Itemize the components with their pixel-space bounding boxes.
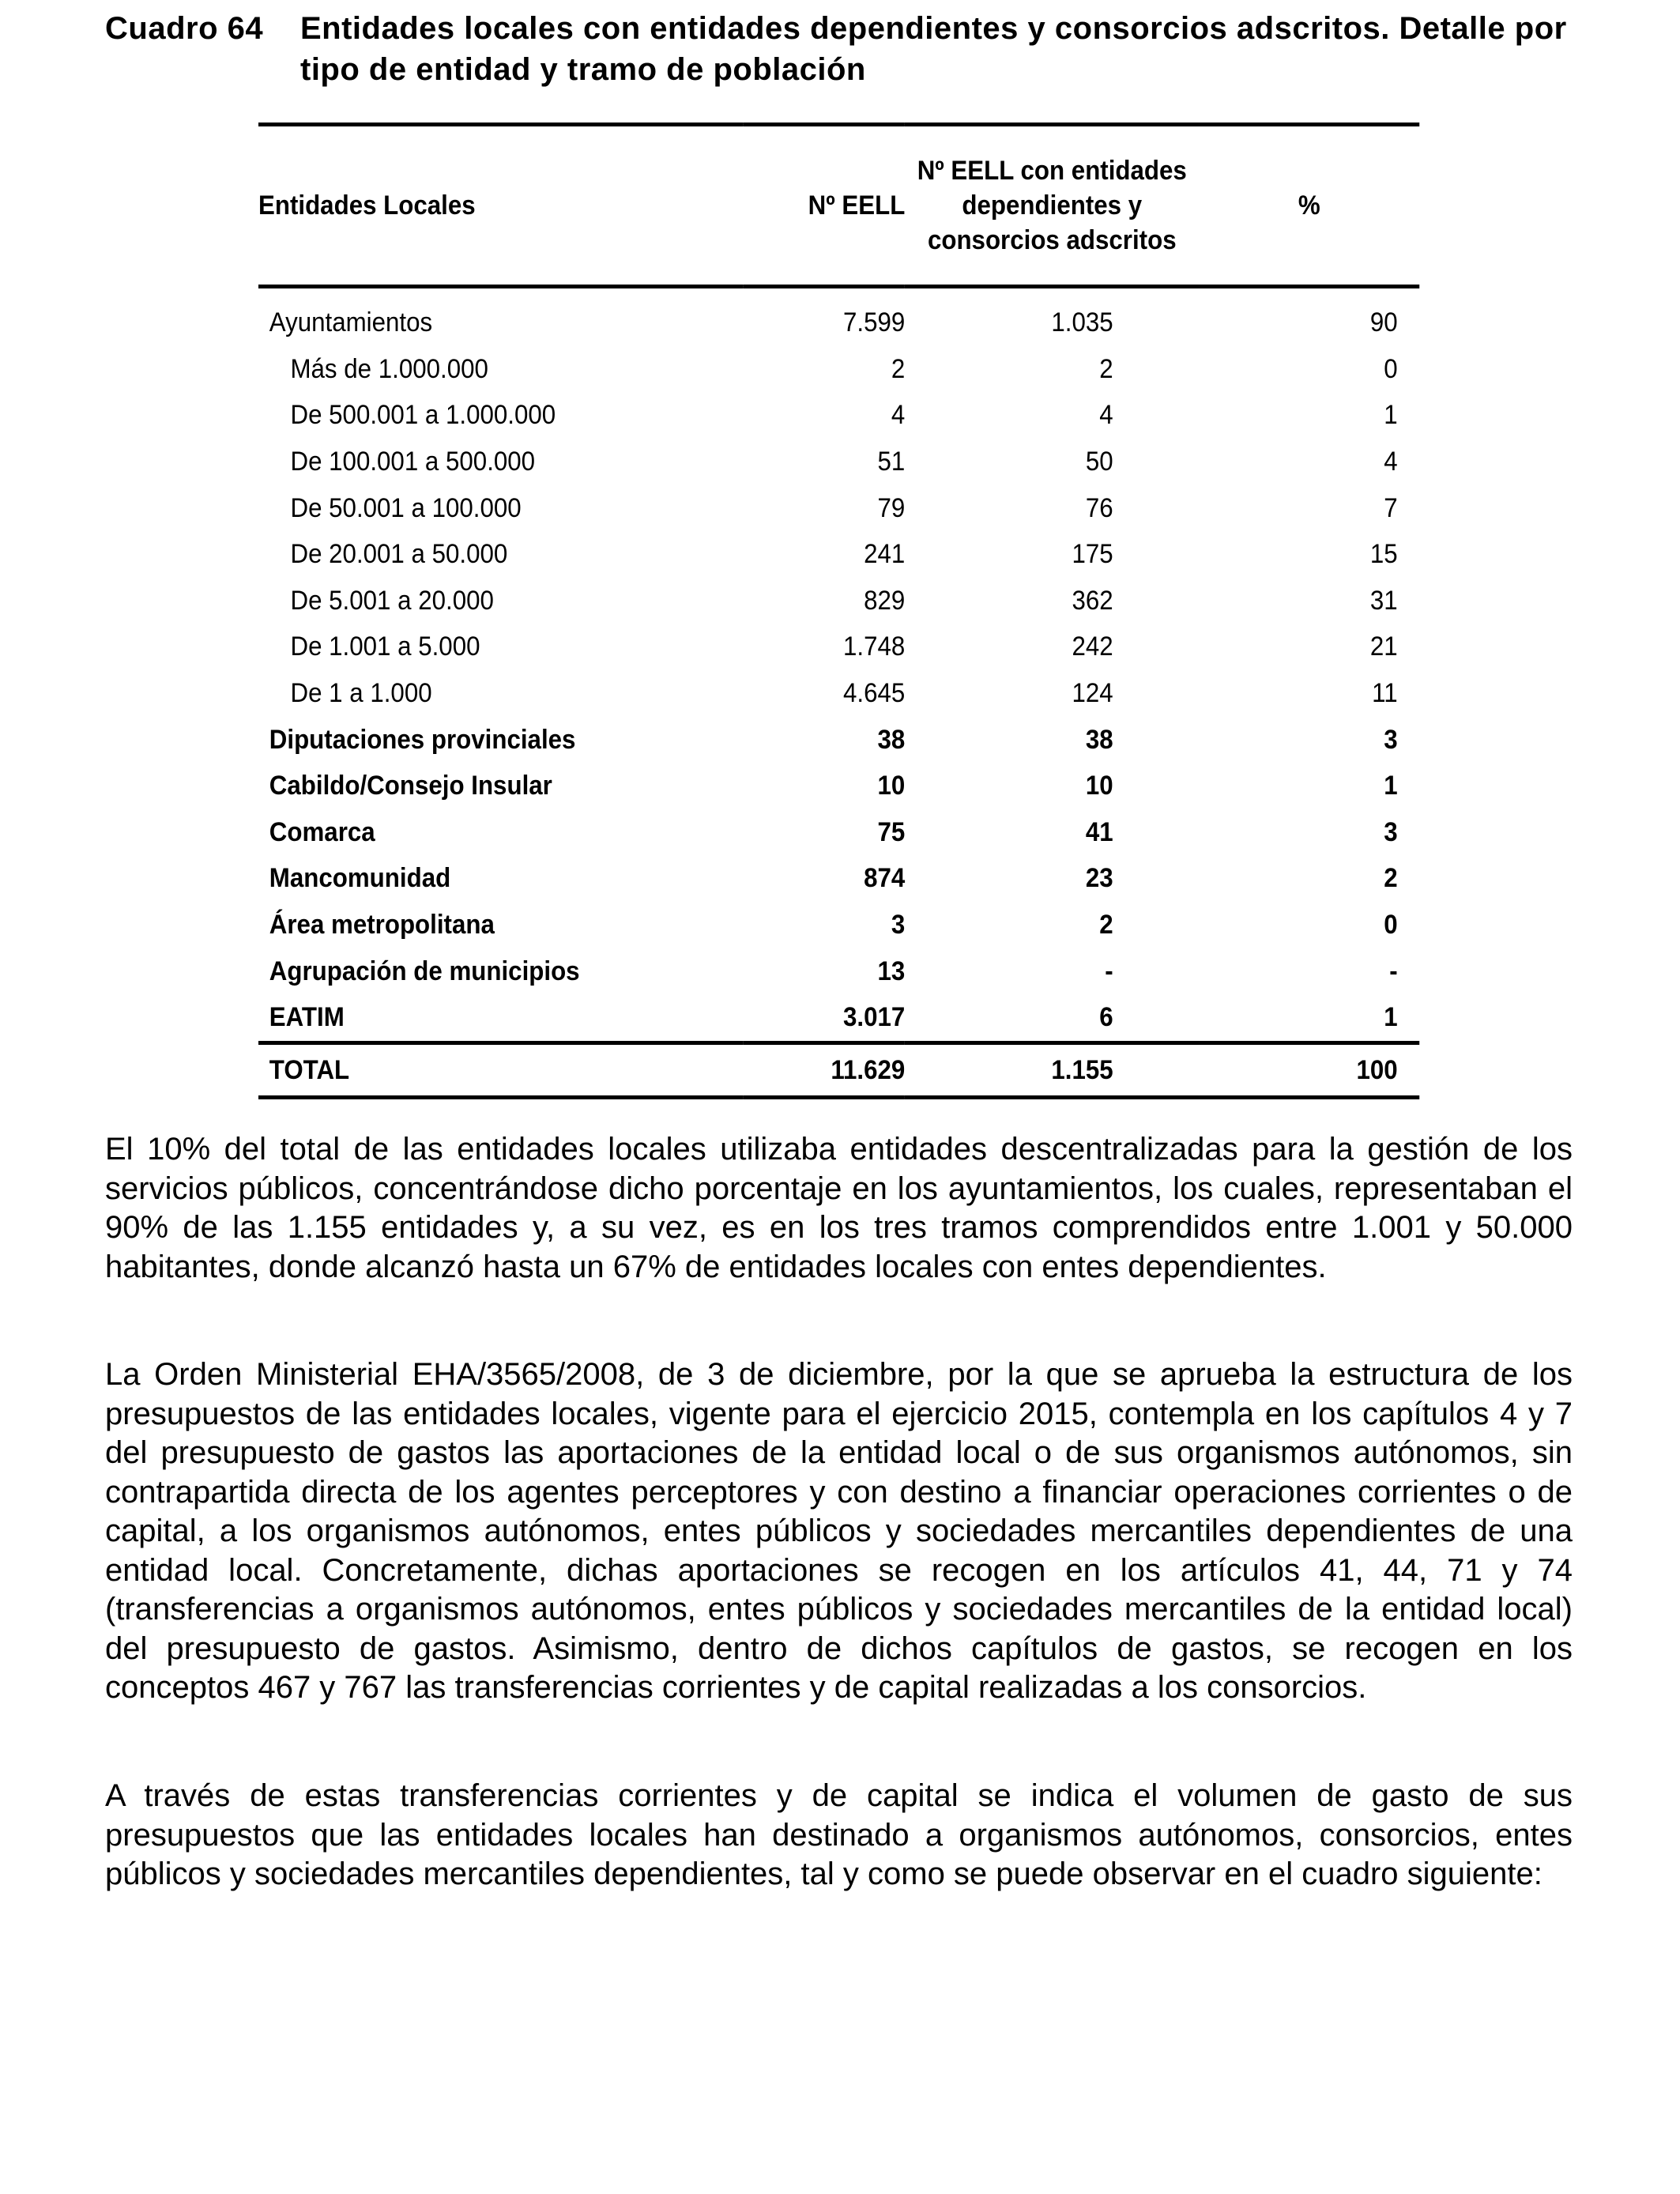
row-dep: 23 (1085, 863, 1113, 894)
caption-title: Entidades locales con entidades dependientes y consorcios adscritos. Detalle por tipo de entidad y tramo de población (300, 11, 1567, 87)
row-eell: 241 (864, 539, 906, 570)
row-eell: 10 (877, 771, 906, 801)
table-row (258, 439, 1419, 485)
row-eell: 4 (891, 400, 906, 431)
total-name: TOTAL (258, 1042, 744, 1097)
row-pct: 1 (1384, 771, 1398, 801)
table-row (258, 763, 1419, 809)
paragraph-orden-ministerial: La Orden Ministerial EHA/3565/2008, de 3 de diciembre, por la que se aprueba la estructura de los presupuestos de las entidades locales, vigente para el ejercicio 2015, contempla en los capítulos 4 y 7 del presupuesto de gastos las aportaciones de la entidad local o de sus organismos autónomos, sin contrapartida directa de los agentes perceptores y con destino a financiar operaciones corrientes o de capital, a los organismos autónomos, entes públicos y sociedades mercantiles dependientes de una entidad local. Concretamente, dichas aportaciones se recogen en los artículos 41, 44, 71 y 74 (transferencias a organismos autónomos, entes públicos y sociedades mercantiles de la entidad local) del presupuesto de gastos. Asimismo, dentro de dichos capítulos de gastos, se recogen en los conceptos 467 y 767 las transferencias corrientes y de capital realizadas a los consorcios. (105, 1357, 1573, 1705)
table-row (258, 392, 1419, 439)
row-pct: 90 (1369, 307, 1398, 338)
row-dep: - (1105, 956, 1113, 986)
row-pct: 15 (1369, 539, 1398, 570)
row-dep: 2 (1099, 910, 1113, 941)
entities-table (258, 123, 1419, 1099)
row-dep: 10 (1085, 771, 1113, 801)
row-dep: 76 (1085, 492, 1113, 523)
row-pct: - (1389, 956, 1398, 986)
row-eell: 51 (877, 447, 906, 477)
paragraph-transferencias: A través de estas transferencias corrientes y de capital se indica el volumen de gasto de sus presupuestos que las entidades locales han destinado a organismos autónomos, consorcios, entes públicos y sociedades mercantiles dependientes, tal y como se puede observar en el cuadro siguiente: (105, 1778, 1573, 1891)
row-eell: 38 (877, 724, 906, 755)
row-eell: 7.599 (843, 307, 906, 338)
row-name: De 5.001 a 20.000 (290, 585, 494, 616)
header-n-eell: Nº EELL (744, 125, 906, 287)
table-row (258, 287, 1419, 346)
header-dep-line1: Nº EELL con entidades (917, 156, 1187, 186)
row-name: De 20.001 a 50.000 (290, 539, 508, 570)
row-eell: 79 (877, 492, 906, 523)
paragraph-summary: El 10% del total de las entidades locales utilizaba entidades descentralizadas para la gestión de los servicios públicos, concentrándose dicho porcentaje en los ayuntamientos, los cuales, representaban el 90% de las 1.155 entidades y, a su vez, es en los tres tramos comprendidos entre 1.001 y 50.000 habitantes, donde alcanzó hasta un 67% de entidades locales con entes dependientes. (105, 1132, 1573, 1284)
row-name: EATIM (269, 1002, 345, 1033)
row-dep: 175 (1072, 539, 1113, 570)
table-row (258, 578, 1419, 624)
table-row (258, 624, 1419, 670)
row-dep: 4 (1099, 400, 1113, 431)
row-eell: 3 (891, 910, 906, 941)
row-pct: 0 (1384, 910, 1398, 941)
table-row (258, 670, 1419, 717)
table-caption (105, 8, 1575, 90)
table-row (258, 948, 1419, 994)
table-row (258, 716, 1419, 763)
row-dep: 242 (1072, 631, 1113, 662)
row-eell: 13 (877, 956, 906, 986)
row-name: Agrupación de municipios (269, 956, 580, 986)
row-eell: 874 (864, 863, 906, 894)
row-name: Diputaciones provinciales (269, 724, 576, 755)
table-header-row (258, 125, 1419, 287)
row-pct: 1 (1384, 1002, 1398, 1033)
row-name: De 100.001 a 500.000 (290, 447, 536, 477)
row-dep: 124 (1072, 678, 1113, 709)
total-dep: 1.155 (905, 1042, 1199, 1097)
row-dep: 38 (1085, 724, 1113, 755)
header-dep-line2: dependientes y (962, 190, 1143, 221)
row-pct: 1 (1384, 400, 1398, 431)
row-eell: 4.645 (843, 678, 906, 709)
header-entidades-locales: Entidades Locales (258, 125, 744, 287)
table-row (258, 902, 1419, 948)
row-name: Área metropolitana (269, 910, 495, 941)
row-dep: 362 (1072, 585, 1113, 616)
table-row (258, 809, 1419, 856)
row-name: De 50.001 a 100.000 (290, 492, 522, 523)
row-dep: 50 (1085, 447, 1113, 477)
row-name: Ayuntamientos (269, 307, 433, 338)
row-dep: 2 (1099, 353, 1113, 384)
row-eell: 1.748 (843, 631, 906, 662)
row-pct: 2 (1384, 863, 1398, 894)
row-pct: 31 (1369, 585, 1398, 616)
row-eell: 3.017 (843, 1002, 906, 1033)
header-dep-line3: consorcios adscritos (927, 225, 1177, 255)
row-name: Cabildo/Consejo Insular (269, 771, 552, 801)
table-row (258, 531, 1419, 578)
row-eell: 2 (891, 353, 906, 384)
row-name: De 1 a 1.000 (290, 678, 432, 709)
table-row (258, 994, 1419, 1042)
row-name: De 500.001 a 1.000.000 (290, 400, 556, 431)
row-pct: 7 (1384, 492, 1398, 523)
caption-number: Cuadro 64 (105, 11, 264, 46)
row-name: Más de 1.000.000 (290, 353, 488, 384)
row-name: De 1.001 a 5.000 (290, 631, 480, 662)
row-name: Comarca (269, 816, 375, 847)
entities-table-container (258, 123, 1419, 1099)
row-eell: 75 (877, 816, 906, 847)
table-row (258, 346, 1419, 393)
row-pct: 3 (1384, 724, 1398, 755)
table-total-row (258, 1042, 1419, 1097)
row-name: Mancomunidad (269, 863, 451, 894)
row-dep: 1.035 (1051, 307, 1113, 338)
row-dep: 6 (1099, 1002, 1113, 1033)
table-row (258, 855, 1419, 902)
row-pct: 4 (1384, 447, 1398, 477)
row-eell: 829 (864, 585, 906, 616)
header-n-eell-dependientes (905, 125, 1199, 287)
row-pct: 0 (1384, 353, 1398, 384)
header-percent: % (1199, 125, 1419, 287)
row-dep: 41 (1085, 816, 1113, 847)
total-eell: 11.629 (744, 1042, 906, 1097)
row-pct: 3 (1384, 816, 1398, 847)
table-row (258, 484, 1419, 531)
row-pct: 11 (1372, 678, 1398, 709)
row-pct: 21 (1369, 631, 1398, 662)
total-pct: 100 (1199, 1042, 1419, 1097)
